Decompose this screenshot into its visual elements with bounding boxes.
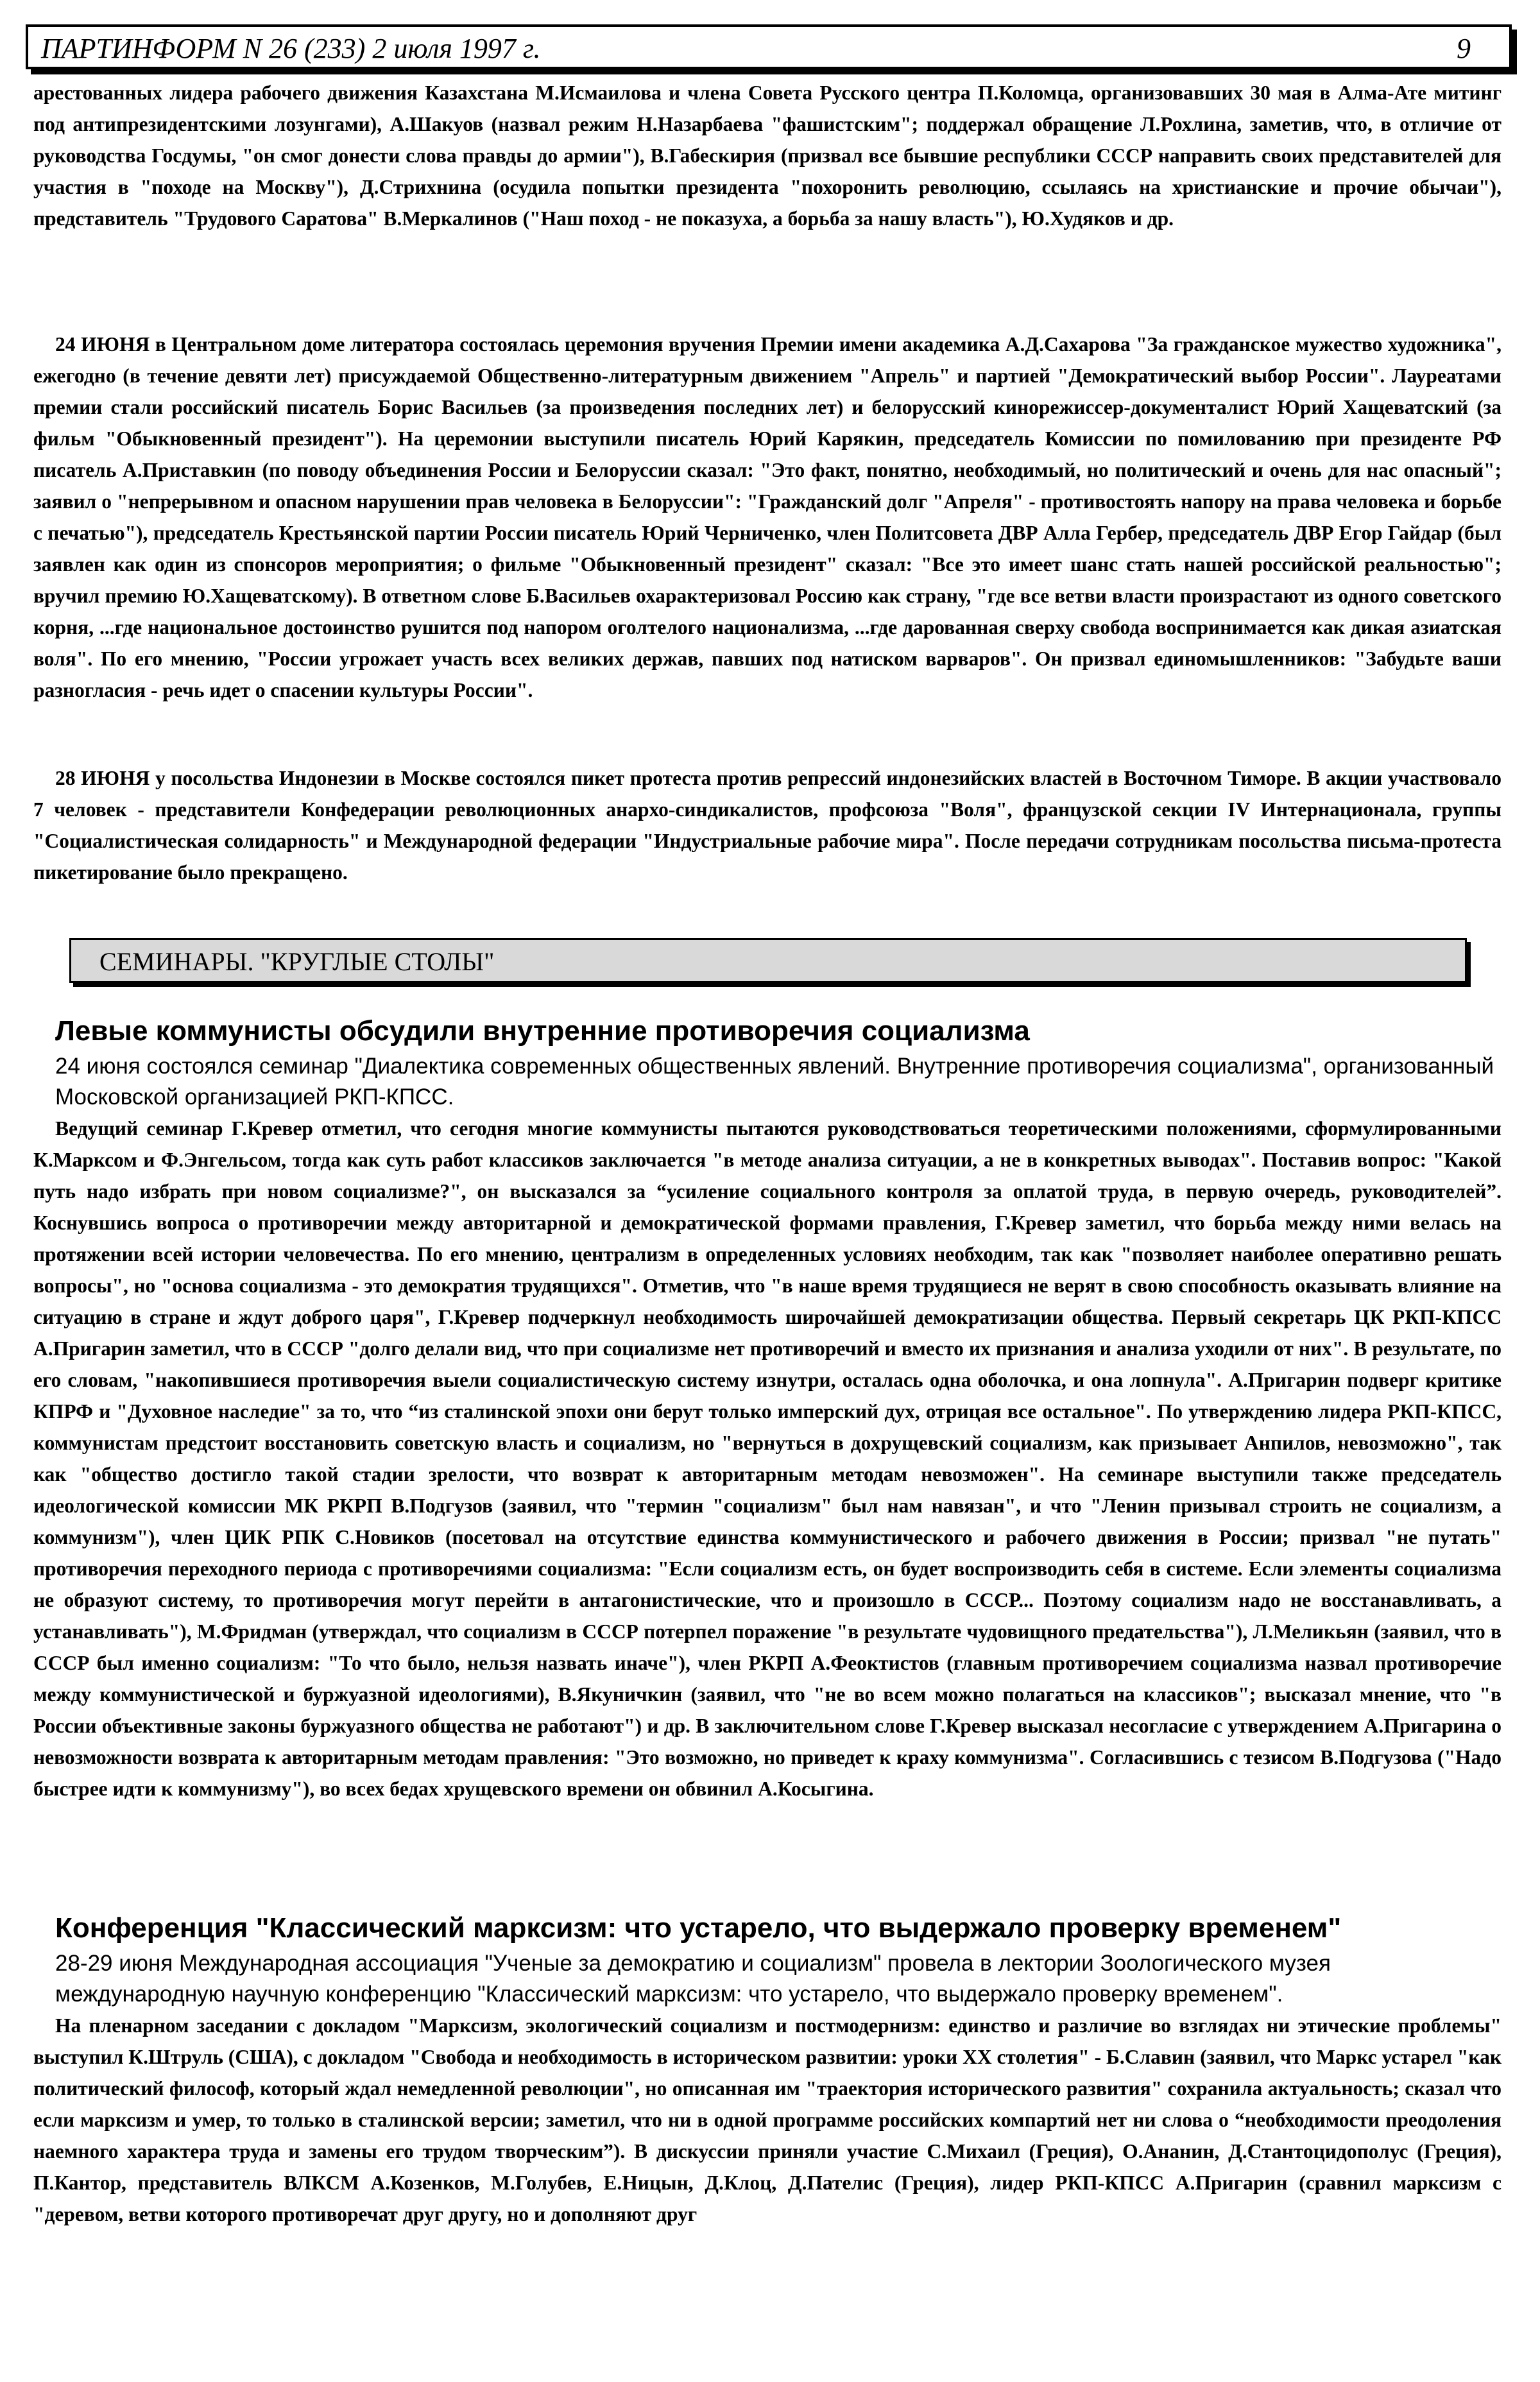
article-lead-conference: 28-29 июня Международная ассоциация "Ученые за демократию и социализм" провела в лектории Зоологического музея международную научную конференцию "Классический марксизм: что устарело, что выдержало проверку временем".: [55, 1951, 1331, 2007]
section-header: [69, 938, 1467, 983]
header-title: ПАРТИНФОРМ N 26 (233) 2 июля 1997 г.: [41, 33, 541, 64]
page-header: [26, 24, 1512, 69]
paragraph-june-24: 24 ИЮНЯ в Центральном доме литератора состоялась церемония вручения Премии имени академика А.Д.Сахарова "За гражданское мужество художника", ежегодно (в течение девяти лет) присуждаемой Общественно-литературным движением "Апрель" и партией "Демократический выбор России". Лауреатами премии стали российский писатель Борис Васильев (за произведения последних лет) и белорусский кинорежиссер-документалист Юрий Хащеватский (за фильм "Обыкновенный президент"). На церемонии выступили писатель Юрий Карякин, председатель Комиссии по помилованию при президенте РФ писатель А.Приставкин (по поводу объединения России и Белоруссии сказал: "Это факт, понятно, необходимый, но политический и очень для нас опасный"; заявил о "непрерывном и опасном нарушении прав человека в Белоруссии": "Гражданский долг "Апреля" - противостоять напору на права человека и борьбе с печатью"), председатель Крестьянской партии России писатель Юрий Черниченко, член Политсовета ДВР Алла Гербер, председатель ДВР Егор Гайдар (был заявлен как один из спонсоров мероприятия; о фильме "Обыкновенный президент" сказал: "Все это имеет шанс стать нашей российской реальностью"; вручил премию Ю.Хащеватскому). В ответном слове Б.Васильев охарактеризовал Россию как страну, "где все ветви власти произрастают из одного советского корня, ...где национальное достоинство рушится под напором оголтелого национализма, ...где дарованная сверху свобода воспринимается как дикая азиатская воля". По его мнению, "России угрожает участь всех великих держав, павших под натиском варваров". Он призвал единомышленников: "Забудьте ваши разногласия - речь идет о спасении культуры России".: [33, 333, 1502, 701]
section-title: СЕМИНАРЫ. "КРУГЛЫЕ СТОЛЫ": [99, 947, 495, 976]
paragraph-continued: арестованных лидера рабочего движения Казахстана М.Исмаилова и члена Совета Русского центра П.Коломца, организовавших 30 мая в Алма-Ате митинг под антипрезидентскими лозунгами), А.Шакуов (назвал режим Н.Назарбаева "фашистским"; поддержал обращение Л.Рохлина, заметив, что, в отличие от руководства Госдумы, "он смог донести слова правды до армии"), В.Габескирия (призвал все бывшие республики СССР направить своих представителей для участия в "походе на Москву"), Д.Стрихнина (осудила попытки президента "похоронить революцию, ссылаясь на христианские и прочие обычаи"), представитель "Трудового Саратова" В.Меркалинов ("Наш поход - не показуха, а борьба за нашу власть"), Ю.Худяков и др.: [33, 81, 1502, 230]
page-number: 9: [1457, 33, 1471, 64]
article-body-conference: На пленарном заседании с докладом "Марксизм, экологический социализм и постмодернизм: единство и различие во взглядах ни этические проблемы" выступил К.Штруль (США), с докладом "Свобода и необходимость в историческом развитии: уроки ХХ столетия" - Б.Славин (заявил, что Маркс устарел "как политический философ, который ждал немедленной революции", но описанная им "траектория исторического развития" сохранила актуальность; сказал что если марксизм и умер, то только в сталинской версии; заметил, что ни в одной программе российских компартий нет ни слова о “необходимости преодоления наемного характера труда и замены его трудом творческим”). В дискуссии приняли участие С.Михаил (Греция), О.Ананин, Д.Стантоцидополус (Греция), П.Кантор, представитель ВЛКСМ А.Козенков, М.Голубев, Е.Ницын, Д.Клоц, Д.Пателис (Греция), лидер РКП-КПСС А.Пригарин (сравнил марксизм с "деревом, ветви которого противоречат друг другу, но и дополняют друг: [33, 2014, 1502, 2225]
article-title-conference: Конференция "Классический марксизм: что устарело, что выдержало проверку временем": [55, 1912, 1342, 1944]
paragraph-june-28: 28 ИЮНЯ у посольства Индонезии в Москве состоялся пикет протеста против репрессий индонезийских властей в Восточном Тиморе. В акции участвовало 7 человек - представители Конфедерации революционных анархо-синдикалистов, профсоюза "Воля", французской секции IV Интернационала, группы "Социалистическая солидарность" и Международной федерации "Индустриальные рабочие мира". После передачи сотрудникам посольства письма-протеста пикетирование было прекращено.: [33, 767, 1502, 884]
article-title-left-communists: Левые коммунисты обсудили внутренние противоречия социализма: [55, 1015, 1030, 1047]
article-lead-seminar: 24 июня состоялся семинар "Диалектика современных общественных явлений. Внутренние противоречия социализма", организованный Московской организацией РКП-КПСС.: [55, 1054, 1494, 1110]
article-body-seminar: Ведущий семинар Г.Кревер отметил, что сегодня многие коммунисты пытаются руководствоваться теоретическими положениями, сформулированными К.Марксом и Ф.Энгельсом, тогда как суть работ классиков заключается "в методе анализа ситуации, а не в конкретных выводах". Поставив вопрос: "Какой путь надо избрать при новом социализме?", он высказался за “усиление социального контроля за оплатой труда, в первую очередь, руководителей”. Коснувшись вопроса о противоречии между авторитарной и демократической формами правления, Г.Кревер заметил, что борьба между ними велась на протяжении всей истории человечества. По его мнению, централизм в определенных условиях необходим, так как "позволяет наиболее оперативно решать вопросы", но "основа социализма - это демократия трудящихся". Отметив, что "в наше время трудящиеся не верят в свою способность оказывать влияние на ситуацию в стране и ждут доброго царя", Г.Кревер подчеркнул необходимость широчайшей демократизации общества. Первый секретарь ЦК РКП-КПСС А.Пригарин заметил, что в СССР "долго делали вид, что при социализме нет противоречий и вместо их признания и анализа уходили от них". В результате, по его словам, "накопившиеся противоречия выели социалистическую систему изнутри, осталась одна оболочка, и она лопнула". А.Пригарин подверг критике КПРФ и "Духовное наследие" за то, что “из сталинской эпохи они берут только имперский дух, отрицая все остальное". По утверждению лидера РКП-КПСС, коммунистам предстоит восстановить советскую власть и социализм, но "вернуться в дохрущевский социализм, как призывает Анпилов, невозможно", так как "общество достигло такой стадии зрелости, что возврат к авторитарным методам невозможен". На семинаре выступили также председатель идеологической комиссии МК РКРП В.Подгузов (заявил, что "термин "социализм" был нам навязан", и что "Ленин призывал строить не социализм, а коммунизм"), член ЦИК РПК С.Новиков (посетовал на отсутствие единства коммунистического и рабочего движения в России; призвал "не путать" противоречия переходного периода с противоречиями социализма: "Если социализм есть, он будет воспроизводить себя в системе. Если элементы социализма не образуют систему, то противоречия могут перейти в антагонистические, что и произошло в СССР... Поэтому социализм надо не восстанавливать, а устанавливать"), М.Фридман (утверждал, что социализм в СССР потерпел поражение "в результате чудовищного предательства"), Л.Меликьян (заявил, что в СССР был именно социализм: "То что было, нельзя назвать иначе"), член РКРП А.Феоктистов (главным противоречием социализма назвал противоречие между коммунистической и буржуазной идеологиями), В.Якуничкин (заявил, что "не во всем можно полагаться на классиков"; высказал мнение, что "в России объективные законы буржуазного общества не работают") и др. В заключительном слове Г.Кревер высказал несогласие с утверждением А.Пригарина о невозможности возврата к авторитарным методам правления: "Это возможно, но приведет к краху коммунизма". Согласившись с тезисом В.Подгузова ("Надо быстрее идти к коммунизму"), во всех бедах хрущевского времени он обвинил А.Косыгина.: [33, 1117, 1502, 1800]
